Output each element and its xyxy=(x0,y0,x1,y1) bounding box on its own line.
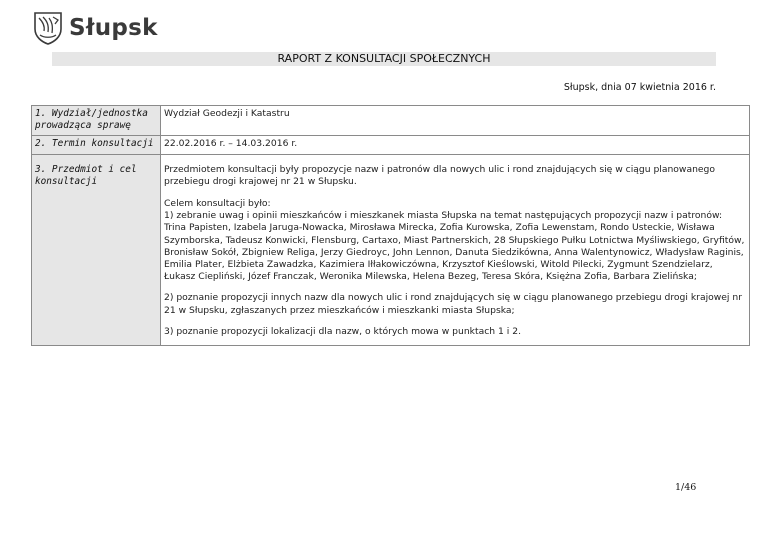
row-value-department: Wydział Geodezji i Katastru xyxy=(161,106,750,136)
row-value-subject xyxy=(161,154,750,345)
goal-item-1: 1) zebranie uwag i opinii mieszkańców i mieszkanek miasta Słupska na temat następujących propozycji nazw i patronów: xyxy=(164,210,723,222)
logo-wordmark: Słupsk xyxy=(69,15,158,41)
report-date: Słupsk, dnia 07 kwietnia 2016 r. xyxy=(563,82,716,93)
subject-paragraph: Przedmiotem konsultacji były propozycje nazw i patronów dla nowych ulic i rond znajdujących się w ciągu planowanego przebiegu drogi krajowej nr 21 w Słupsku. xyxy=(164,163,716,187)
proposed-names-list: Trina Papisten, Izabela Jaruga-Nowacka, Mirosława Mirecka, Zofia Kurowska, Zofia Lewenstam, Rondo Usteckie, Wisława Szymborska, Tadeusz Konwicki, Flensburg, Cartaxo, Miast Partnerskich, 28 Słupskiego Pułku Lotnictwa Myśliwskiego, Gryfitów, Bronisław Sokół, Zbigniew Religa, Jerzy Giedroyc, John Lennon, Danuta Siedzikówna, Anna Walentynowicz, Władysław Raginis, Emilia Plater, Elżbieta Zawadzka, Kazimiera Iłłakowiczówna, Krzysztof Kieślowski, Witold Pilecki, Zygmunt Szendzielarz, Łukasz Ciepliński, Józef Franczak, Weronika Milewska, Helena Bezeg, Teresa Skóra, Księżna Zofia, Barbara Zielińska; xyxy=(164,222,745,283)
table-row xyxy=(32,136,750,154)
header-logo xyxy=(33,8,158,48)
report-title: RAPORT Z KONSULTACJI SPOŁECZNYCH xyxy=(52,52,716,66)
row-label-subject: 3. Przedmiot i cel konsultacji xyxy=(32,154,161,345)
info-table xyxy=(31,105,750,346)
row-value-term: 22.02.2016 r. – 14.03.2016 r. xyxy=(161,136,750,154)
table-row xyxy=(32,106,750,136)
row-label-department: 1. Wydział/jednostka prowadząca sprawę xyxy=(32,106,161,136)
goal-item-2: 2) poznanie propozycji innych nazw dla nowych ulic i rond znajdujących się w ciągu planowanego przebiegu drogi krajowej nr 21 w Słupsku, zgłaszanych przez mieszkańców i mieszkanki miasta Słupska; xyxy=(164,292,742,316)
table-row xyxy=(32,154,750,345)
goal-item-3: 3) poznanie propozycji lokalizacji dla nazw, o których mowa w punktach 1 i 2. xyxy=(164,325,522,337)
goal-heading: Celem konsultacji było: xyxy=(164,198,271,210)
row-label-term: 2. Termin konsultacji xyxy=(32,136,161,154)
slupsk-crest-icon xyxy=(33,11,63,45)
page-number: 1/46 xyxy=(675,482,697,493)
